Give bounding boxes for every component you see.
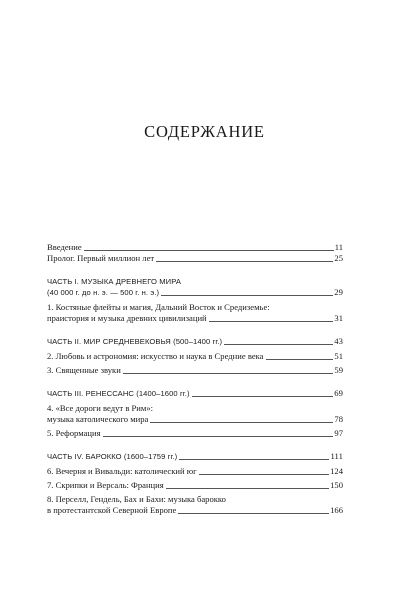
leader-dots [192, 396, 334, 397]
leader-dots [156, 261, 333, 262]
toc-entry-text: праистория и музыка древних цивилизаций [47, 313, 207, 323]
leader-dots [166, 488, 329, 489]
toc-page-number: 166 [330, 505, 343, 515]
leader-dots [178, 513, 329, 514]
toc-chapter-1[interactable] [47, 302, 343, 324]
toc-page-number: 69 [334, 388, 343, 398]
toc-entry-prologue[interactable] [47, 253, 343, 264]
leader-dots [179, 459, 329, 460]
toc-entry-text: в протестантской Северной Европе [47, 505, 177, 515]
leader-dots [224, 344, 333, 345]
leader-dots [266, 359, 334, 360]
leader-dots [123, 373, 334, 374]
toc-entry-text: 2. Любовь и астрономия: искусство и наука в Средние века [47, 351, 264, 361]
toc-page-number: 11 [334, 242, 343, 252]
toc-entry-text: 6. Вечерня и Вивальди: католический юг [47, 466, 197, 476]
toc-part-4[interactable] [47, 451, 343, 462]
toc-chapter-5[interactable] [47, 428, 343, 439]
leader-dots [84, 250, 334, 251]
toc-part-3[interactable] [47, 388, 343, 399]
toc-page-number: 31 [334, 313, 343, 323]
toc-part-title: ЧАСТЬ II. МИР СРЕДНЕВЕКОВЬЯ (500–1400 гг.) [47, 337, 223, 346]
toc-entry-text-line1: 8. Перселл, Гендель, Бах и Бахи: музыка барокко [47, 494, 226, 504]
toc-part-title: ЧАСТЬ IV. БАРОККО (1600–1759 гг.) [47, 452, 178, 461]
toc-page-number: 29 [334, 287, 343, 297]
toc-page-number: 111 [330, 451, 343, 461]
leader-dots [209, 321, 334, 322]
leader-dots [103, 436, 334, 437]
leader-dots [199, 474, 329, 475]
leader-dots [150, 422, 333, 423]
toc-entry-text: Пролог. Первый миллион лет [47, 253, 155, 263]
toc-page-number: 124 [330, 466, 343, 476]
toc-entry-text: 3. Священные звуки [47, 365, 121, 375]
table-of-contents [47, 242, 343, 516]
toc-page-number: 51 [334, 351, 343, 361]
toc-page-number: 97 [334, 428, 343, 438]
toc-chapter-8[interactable] [47, 494, 343, 516]
toc-page-number: 43 [334, 336, 343, 346]
toc-page-number: 59 [334, 365, 343, 375]
toc-page-number: 78 [334, 414, 343, 424]
toc-entry-text: 5. Реформация [47, 428, 101, 438]
toc-part-2[interactable] [47, 336, 343, 347]
toc-chapter-3[interactable] [47, 365, 343, 376]
toc-part-1[interactable] [47, 276, 343, 298]
toc-entry-text: Введение [47, 242, 82, 252]
leader-dots [161, 295, 333, 296]
toc-entry-text-line1: 4. «Все дороги ведут в Рим»: [47, 403, 154, 413]
toc-page-number: 150 [330, 480, 343, 490]
toc-page-number: 25 [334, 253, 343, 263]
toc-part-title: ЧАСТЬ I. МУЗЫКА ДРЕВНЕГО МИРА [47, 277, 182, 286]
toc-chapter-4[interactable] [47, 403, 343, 425]
toc-entry-text: 7. Скрипки и Версаль: Франция [47, 480, 164, 490]
toc-part-dates: (40 000 г. до н. э. — 500 г. н. э.) [47, 288, 160, 297]
toc-part-title: ЧАСТЬ III. РЕНЕССАНС (1400–1600 гг.) [47, 389, 190, 398]
toc-chapter-6[interactable] [47, 466, 343, 477]
page-title: СОДЕРЖАНИЕ [144, 122, 265, 141]
toc-chapter-2[interactable] [47, 351, 343, 362]
toc-chapter-7[interactable] [47, 480, 343, 491]
toc-entry-introduction[interactable] [47, 242, 343, 253]
toc-entry-text-line1: 1. Костяные флейты и магия, Дальний Восток и Средиземье: [47, 302, 270, 312]
toc-entry-text: музыка католического мира [47, 414, 149, 424]
